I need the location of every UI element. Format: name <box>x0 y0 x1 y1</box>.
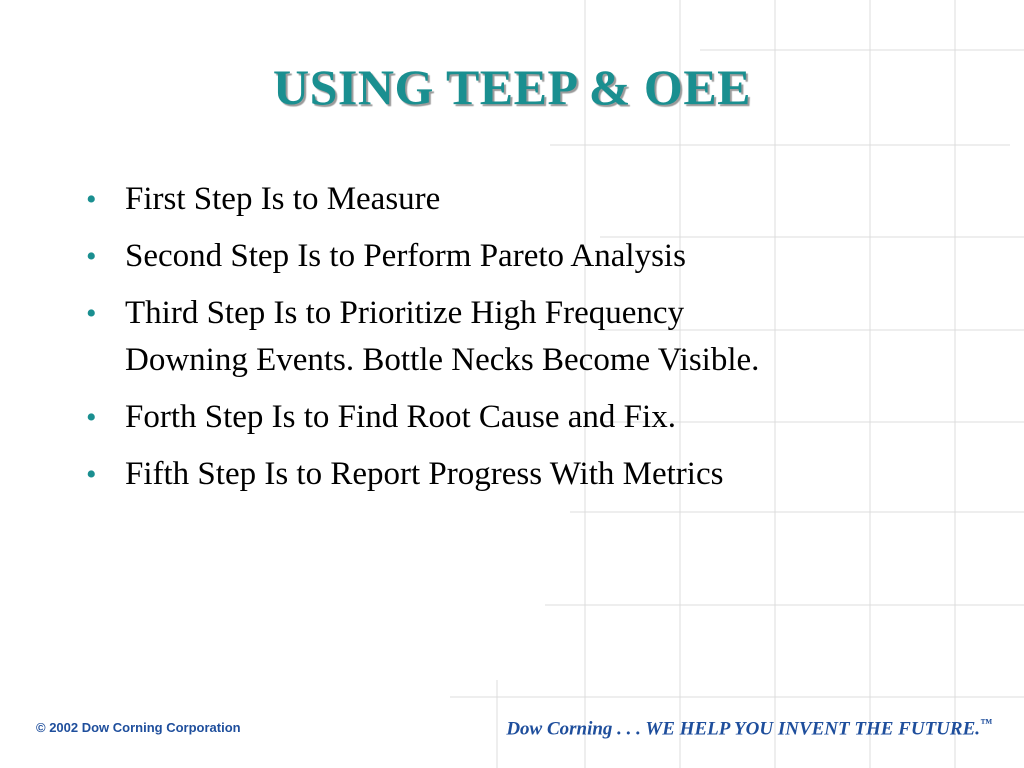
list-item <box>86 451 946 498</box>
list-item <box>86 233 946 280</box>
bullet-text: First Step Is to Measure <box>125 181 441 217</box>
tagline-text: Dow Corning . . . WE HELP YOU INVENT THE FUTURE. <box>506 718 980 740</box>
bullet-text: Third Step Is to Prioritize High Frequency <box>125 295 685 331</box>
bullet-icon: • <box>86 297 97 330</box>
bullet-list <box>86 176 946 508</box>
trademark-symbol: ™ <box>980 716 992 730</box>
list-item <box>86 394 946 441</box>
bullet-icon: • <box>86 240 97 273</box>
bullet-icon: • <box>86 401 97 434</box>
bullet-text: Fifth Step Is to Report Progress With Metrics <box>125 456 724 492</box>
bullet-icon: • <box>86 183 97 216</box>
bullet-text: Forth Step Is to Find Root Cause and Fix. <box>125 399 676 435</box>
bullet-icon: • <box>86 458 97 491</box>
footer-tagline <box>506 716 992 740</box>
list-item <box>86 290 946 384</box>
list-item <box>86 176 946 223</box>
bullet-text-continued: Downing Events. Bottle Necks Become Visible. <box>125 342 760 378</box>
bullet-text: Second Step Is to Perform Pareto Analysis <box>125 238 686 274</box>
slide-title: USING TEEP & OEE <box>272 59 752 115</box>
footer-copyright: © 2002 Dow Corning Corporation <box>36 720 241 735</box>
